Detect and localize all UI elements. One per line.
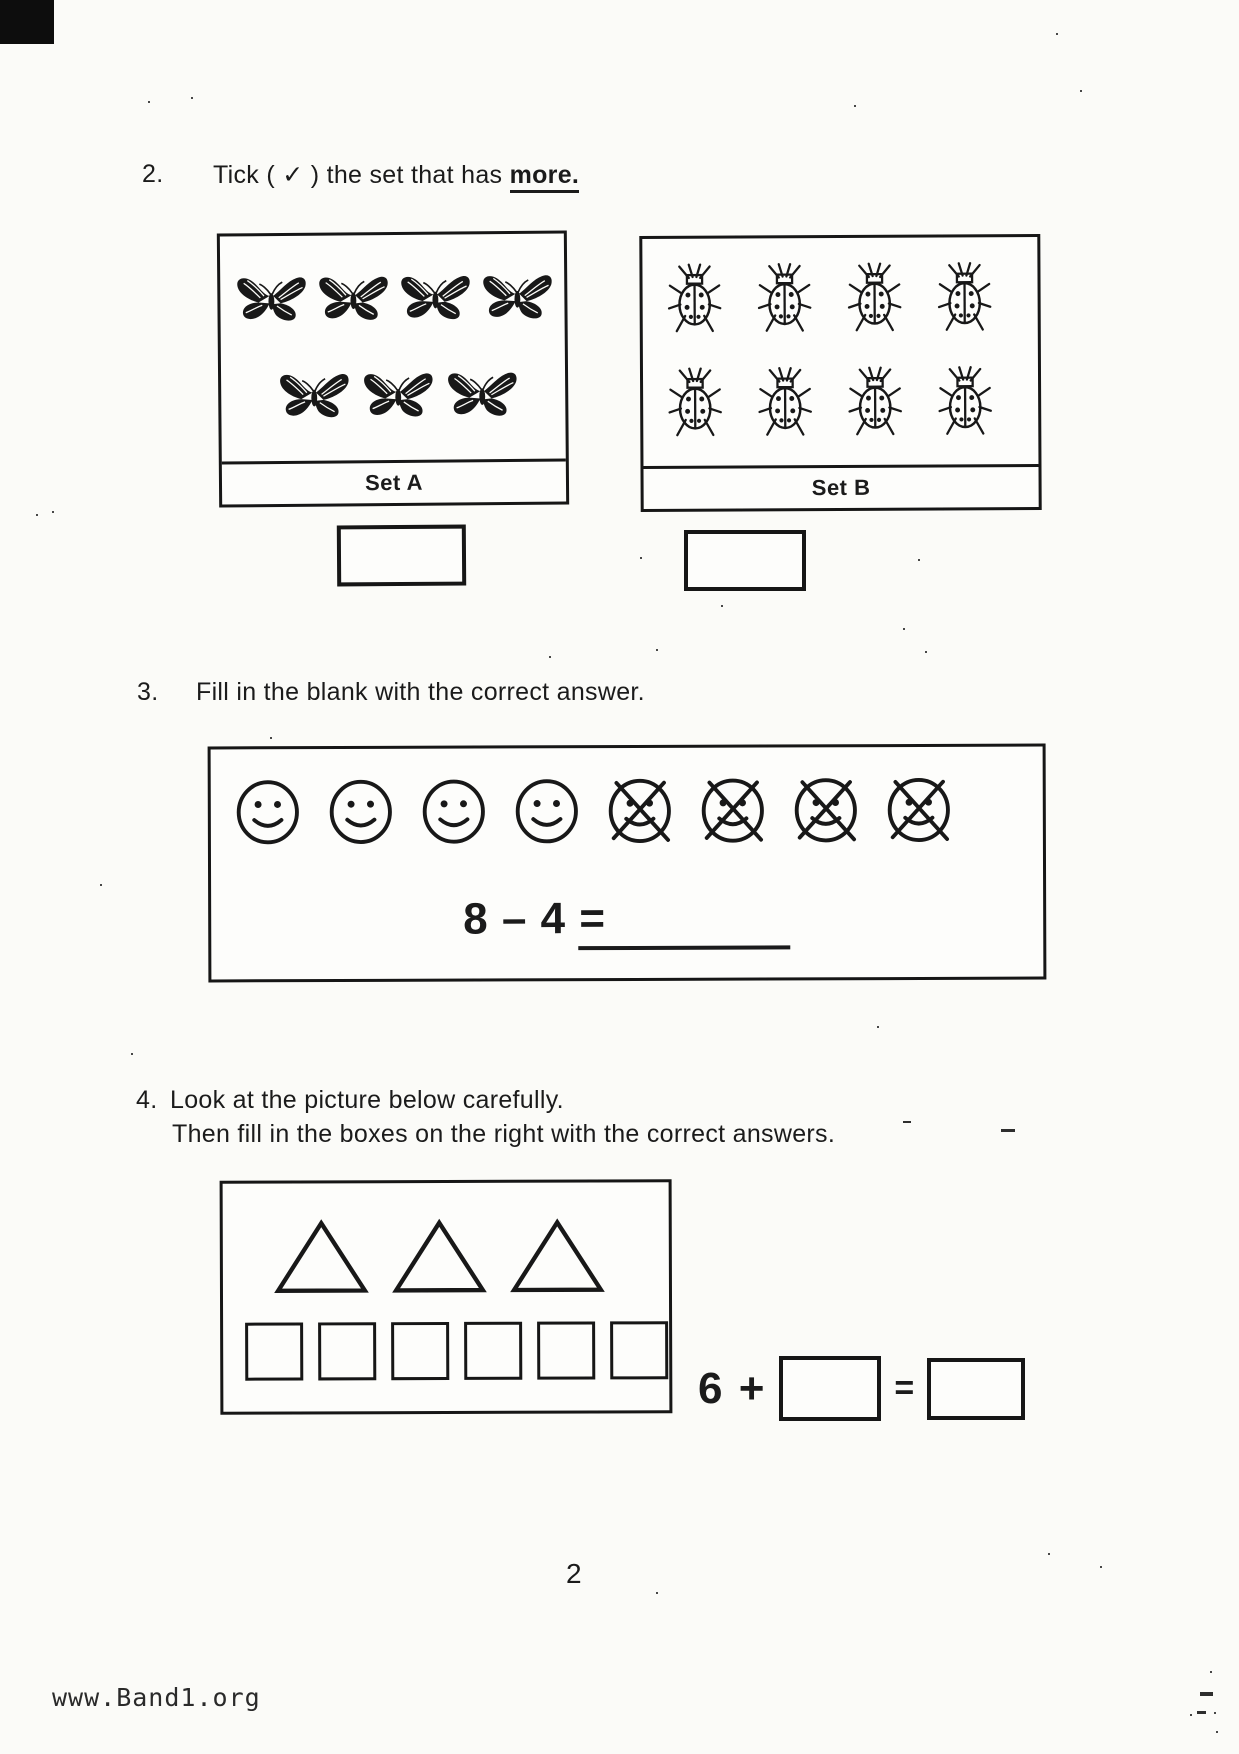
set-b-row-1 [666, 261, 1037, 337]
crossed-smiley-icon [700, 778, 766, 844]
scan-speck-cluster [0, 0, 2, 2]
question-3-equation: 8 – 4 = [463, 894, 607, 944]
butterfly-icon [316, 271, 390, 329]
question-3-picture-box [208, 744, 1047, 983]
beetle-icon [756, 262, 812, 336]
question-4-answer-box-2[interactable] [927, 1358, 1025, 1420]
smiley-icon [514, 778, 580, 844]
square-row [245, 1321, 669, 1380]
square-icon [537, 1321, 595, 1379]
set-b-row-2 [667, 365, 1038, 441]
beetle-icon [847, 366, 903, 440]
question-3-prompt: Fill in the blank with the correct answer. [196, 678, 645, 706]
scan-corner-artifact [0, 0, 54, 44]
beetle-icon [666, 263, 722, 337]
set-b-label: Set B [643, 464, 1038, 509]
set-a-row-2 [277, 366, 565, 426]
crossed-smiley-icon [607, 778, 673, 844]
question-2-prompt-text: Tick ( ✓ ) the set that has [213, 161, 503, 189]
question-2-prompt [213, 160, 579, 190]
butterfly-icon [445, 367, 519, 425]
smiley-row [235, 777, 1043, 846]
beetle-icon [667, 367, 723, 441]
scan-dash [1001, 1129, 1015, 1132]
question-4-equation [698, 1356, 1025, 1421]
smiley-crossed-group [607, 777, 952, 844]
beetle-icon [937, 365, 993, 439]
question-3-answer-blank[interactable] [578, 945, 790, 950]
question-4-prompt-line2: Then fill in the boxes on the right with the correct answers. [172, 1120, 836, 1148]
triangle-icon [509, 1216, 606, 1295]
triangle-icon [273, 1217, 370, 1296]
page-number: 2 [566, 1558, 582, 1589]
smiley-icon [421, 778, 487, 844]
question-4-equals-sign: = [894, 1369, 915, 1407]
crossed-smiley-icon [886, 777, 952, 843]
set-a-box [217, 230, 569, 507]
butterfly-icon [361, 368, 435, 426]
scan-dash [1200, 1692, 1213, 1696]
question-4-equation-left: 6 + [698, 1363, 767, 1413]
square-icon [610, 1321, 668, 1379]
square-icon [318, 1322, 376, 1380]
scan-dash [1197, 1711, 1206, 1714]
square-icon [245, 1322, 303, 1380]
smiley-plain-group [235, 778, 580, 845]
smiley-icon [235, 779, 301, 845]
triangle-icon [391, 1217, 488, 1296]
question-2-number: 2. [142, 160, 164, 188]
footer-url: www.Band1.org [52, 1683, 261, 1712]
question-4-answer-box-1[interactable] [779, 1356, 881, 1421]
question-4-number: 4. [136, 1086, 158, 1114]
butterfly-icon [398, 270, 472, 328]
smiley-icon [328, 779, 394, 845]
set-b-tick-answer-box[interactable] [684, 530, 806, 591]
question-4-picture-box [220, 1179, 673, 1415]
crossed-smiley-icon [793, 777, 859, 843]
square-icon [464, 1322, 522, 1380]
question-3-number: 3. [137, 678, 159, 706]
question-2-prompt-emphasis: more. [510, 161, 580, 193]
set-b-box [639, 234, 1041, 512]
question-4-prompt-line1: Look at the picture below carefully. [170, 1086, 564, 1114]
scan-dash [903, 1121, 911, 1123]
butterfly-icon [234, 272, 308, 330]
beetle-icon [846, 262, 902, 336]
beetle-icon [936, 261, 992, 335]
set-a-row-1 [234, 270, 564, 330]
beetle-icon [757, 366, 813, 440]
triangle-row [273, 1216, 669, 1296]
square-icon [391, 1322, 449, 1380]
set-a-label: Set A [222, 458, 566, 504]
butterfly-icon [277, 368, 351, 426]
set-a-tick-answer-box[interactable] [337, 525, 466, 587]
butterfly-icon [480, 270, 554, 328]
